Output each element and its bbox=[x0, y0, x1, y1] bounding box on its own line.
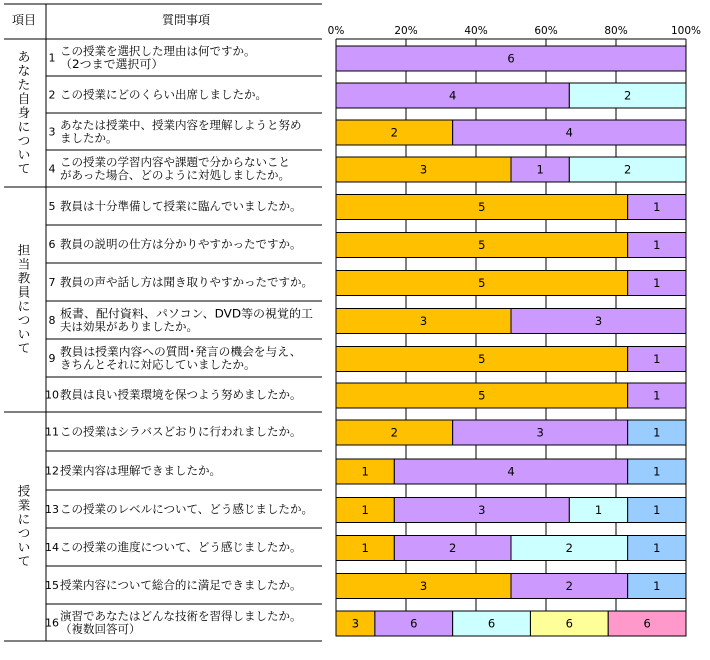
question-row bbox=[49, 275, 314, 289]
x-tick-label: 60% bbox=[534, 25, 558, 37]
section-label-char: て bbox=[17, 161, 31, 176]
section-label-char: 員 bbox=[17, 284, 31, 300]
question-row bbox=[49, 237, 302, 251]
bar-segment-label: 1 bbox=[653, 238, 661, 252]
bar-segment-label: 1 bbox=[653, 503, 661, 517]
bar-row bbox=[336, 420, 686, 445]
bar-segment-label: 5 bbox=[478, 388, 486, 403]
bar-row bbox=[336, 347, 686, 372]
question-row bbox=[49, 44, 256, 71]
question-text: 教員の声や話し方は聞き取りやすかったですか。 bbox=[60, 275, 313, 289]
question-row bbox=[49, 307, 314, 334]
section-label bbox=[18, 484, 31, 569]
question-number: 14 bbox=[45, 541, 59, 554]
bar-segment-label: 3 bbox=[419, 579, 428, 593]
section-label-char: あ bbox=[17, 49, 31, 64]
question-row bbox=[49, 88, 268, 102]
question-text: この授業の学習内容や課題で分からないこと bbox=[60, 155, 290, 169]
question-text: この授業を選択した理由は何ですか。 bbox=[60, 44, 256, 58]
bar-segment-label: 4 bbox=[449, 88, 457, 103]
bar-row bbox=[336, 83, 686, 108]
x-tick-label: 20% bbox=[394, 25, 418, 37]
bar-segment-label: 4 bbox=[565, 125, 573, 140]
bar-segment-label: 3 bbox=[536, 425, 544, 440]
question-number: 12 bbox=[45, 464, 59, 478]
bar-row bbox=[336, 498, 686, 523]
bar-row bbox=[336, 611, 686, 636]
section-label-char: た bbox=[17, 77, 31, 92]
section-label-char: 業 bbox=[17, 497, 31, 513]
question-row bbox=[49, 199, 302, 213]
bar-segment-label: 6 bbox=[565, 616, 573, 631]
question-number: 3 bbox=[48, 125, 56, 139]
bar-segment-label: 1 bbox=[653, 276, 661, 290]
bar-segment-label: 1 bbox=[361, 503, 369, 517]
bar-segment-label: 1 bbox=[361, 464, 369, 479]
bar-row bbox=[336, 459, 686, 484]
question-number: 16 bbox=[45, 616, 59, 630]
section-label bbox=[18, 243, 31, 356]
bar-segment-label: 3 bbox=[351, 616, 360, 631]
stacked-bar-chart bbox=[328, 25, 701, 636]
x-tick-label: 40% bbox=[464, 25, 488, 37]
bar-segment-label: 2 bbox=[565, 579, 573, 593]
question-row bbox=[45, 388, 302, 402]
bar-segment-label: 1 bbox=[536, 162, 544, 177]
bar-segment-label: 1 bbox=[653, 388, 661, 403]
section-label-char: て bbox=[17, 553, 31, 569]
bar-segment-label: 5 bbox=[478, 352, 486, 366]
section-label-char: て bbox=[17, 340, 31, 356]
question-number: 8 bbox=[48, 314, 56, 327]
question-text: この授業はシラバスどおりに行われましたか。 bbox=[60, 424, 302, 439]
section-label-char: 自 bbox=[17, 91, 31, 106]
bar-segment-label: 2 bbox=[565, 541, 573, 555]
section-label-char: に bbox=[17, 298, 31, 314]
bar-segment-label: 1 bbox=[653, 200, 661, 214]
question-row bbox=[45, 464, 221, 478]
x-tick-label: 80% bbox=[604, 25, 628, 37]
bar-segment-label: 2 bbox=[624, 162, 632, 177]
question-text: 教員の説明の仕方は分かりやすかったですか。 bbox=[60, 237, 302, 251]
section-label-char: い bbox=[17, 326, 31, 342]
bar-segment-label: 1 bbox=[653, 425, 661, 440]
question-text: この授業の進度について、どう感じましたか。 bbox=[60, 540, 302, 554]
question-number: 13 bbox=[45, 503, 59, 516]
question-table bbox=[4, 4, 322, 641]
question-text: ましたか。 bbox=[60, 131, 118, 145]
bar-segment-label: 4 bbox=[507, 464, 515, 479]
question-number: 10 bbox=[45, 388, 59, 402]
question-number: 4 bbox=[48, 162, 56, 176]
bar-segment-label: 2 bbox=[390, 425, 398, 440]
section-label-char: 授 bbox=[17, 483, 31, 499]
bar-row bbox=[336, 383, 686, 408]
bar-segment-label: 2 bbox=[449, 541, 457, 555]
section-label-char: つ bbox=[17, 133, 31, 148]
section-label bbox=[18, 49, 31, 176]
question-text: 教員は十分準備して授業に臨んでいましたか。 bbox=[60, 199, 302, 213]
question-row bbox=[49, 118, 302, 145]
question-row bbox=[45, 578, 302, 592]
bar-row bbox=[336, 157, 686, 182]
bar-row bbox=[336, 46, 686, 71]
section-label-char: に bbox=[17, 119, 31, 134]
question-text: 演習であなたはどんな技術を習得しましたか。 bbox=[60, 609, 302, 623]
question-text: （2つまで選択可） bbox=[60, 57, 164, 71]
bar-segment-label: 1 bbox=[594, 503, 603, 517]
bar-segment-label: 1 bbox=[653, 464, 661, 479]
bar-segment-label: 5 bbox=[478, 276, 486, 290]
question-row bbox=[49, 155, 291, 182]
section-label-char: な bbox=[17, 63, 31, 78]
section-label-char: い bbox=[17, 147, 31, 162]
section-label-char: 担 bbox=[17, 242, 31, 258]
bar-segment-label: 3 bbox=[419, 314, 428, 328]
header-item-label: 項目 bbox=[11, 13, 37, 27]
section-label-char: つ bbox=[17, 525, 31, 541]
bar-segment-label: 3 bbox=[478, 503, 486, 517]
bar-segment-label: 1 bbox=[653, 352, 661, 366]
question-number: 2 bbox=[48, 88, 56, 102]
question-row bbox=[45, 502, 313, 516]
bar-row bbox=[336, 309, 686, 334]
question-row bbox=[49, 345, 302, 372]
bar-segment-label: 6 bbox=[410, 616, 418, 631]
section-label-char: 当 bbox=[17, 256, 31, 272]
question-number: 11 bbox=[45, 425, 59, 439]
question-text: （複数回答可） bbox=[60, 622, 141, 636]
question-text: 板書、配付資料、パソコン、DVD等の視覚的工 bbox=[60, 306, 314, 321]
bar-segment-label: 1 bbox=[361, 541, 369, 555]
question-number: 1 bbox=[48, 51, 56, 65]
question-text: きちんとそれに対応していましたか。 bbox=[60, 357, 256, 372]
bar-segment-label: 6 bbox=[507, 51, 515, 66]
question-number: 6 bbox=[48, 238, 56, 251]
bar-segment-label: 2 bbox=[624, 88, 632, 103]
bar-segment-label: 1 bbox=[653, 541, 661, 555]
bar-row bbox=[336, 233, 686, 258]
bar-row bbox=[336, 536, 686, 561]
question-number: 9 bbox=[48, 352, 56, 365]
question-text: この授業のレベルについて、どう感じましたか。 bbox=[60, 502, 313, 516]
bar-row bbox=[336, 271, 686, 296]
x-tick-label: 0% bbox=[327, 25, 345, 37]
section-label-char: つ bbox=[17, 312, 31, 328]
bar-row bbox=[336, 195, 686, 220]
question-row bbox=[45, 540, 302, 554]
question-row bbox=[45, 425, 302, 439]
question-number: 7 bbox=[48, 276, 56, 289]
section-label-char: 教 bbox=[17, 270, 31, 286]
section-label-char: 身 bbox=[17, 105, 31, 120]
question-text: 授業内容は理解できましたか。 bbox=[60, 463, 221, 478]
bar-segment-label: 5 bbox=[478, 200, 486, 214]
question-text: この授業にどのくらい出席しましたか。 bbox=[60, 87, 267, 102]
question-text: 教員は授業内容への質問･発言の機会を与え、 bbox=[60, 344, 302, 359]
bar-segment-label: 3 bbox=[594, 314, 603, 328]
x-tick-label: 100% bbox=[670, 25, 702, 37]
question-text: あなたは授業中、授業内容を理解しようと努め bbox=[60, 118, 302, 132]
bar-row bbox=[336, 120, 686, 145]
question-text: 授業内容について総合的に満足できましたか。 bbox=[60, 578, 302, 592]
question-number: 15 bbox=[45, 579, 59, 592]
section-label-char: に bbox=[17, 511, 31, 527]
header-question-label: 質問事項 bbox=[161, 13, 211, 27]
bar-segment-label: 1 bbox=[653, 579, 661, 593]
question-text: 夫は効果がありましたか。 bbox=[60, 319, 198, 334]
bar-segment-label: 5 bbox=[478, 238, 486, 252]
question-text: があった場合、どのように対処しましたか。 bbox=[60, 168, 290, 182]
bar-segment-label: 6 bbox=[643, 616, 651, 631]
question-row bbox=[45, 609, 302, 636]
question-text: 教員は良い授業環境を保つよう努めましたか。 bbox=[60, 387, 302, 402]
bar-segment-label: 6 bbox=[487, 616, 496, 631]
question-number: 5 bbox=[48, 200, 56, 213]
bar-segment-label: 3 bbox=[419, 162, 428, 177]
section-label-char: い bbox=[17, 539, 31, 555]
bar-row bbox=[336, 574, 686, 599]
bar-segment-label: 2 bbox=[390, 125, 398, 140]
